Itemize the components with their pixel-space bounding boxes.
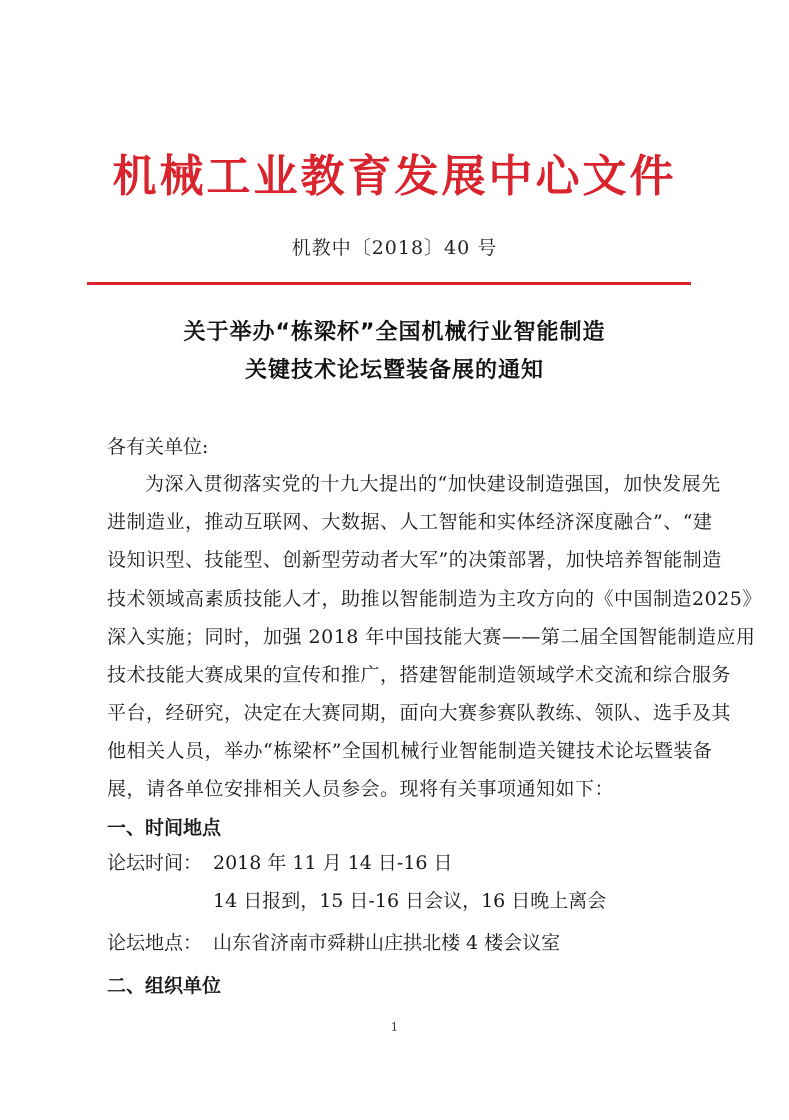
body-line: 设知识型、技能型、创新型劳动者大军”的决策部署，加快培养智能制造 — [107, 549, 722, 571]
document-number: 机教中〔2018〕40 号 — [291, 237, 498, 259]
org-header-title: 机械工业教育发展中心文件 — [112, 151, 677, 202]
red-divider-line — [87, 282, 691, 285]
body-line: 为深入贯彻落实党的十九大提出的“加快建设制造强国，加快发展先 — [145, 473, 721, 495]
forum-time-detail: 14 日报到，15 日-16 日会议，16 日晚上离会 — [213, 890, 607, 912]
body-line: 平台，经研究，决定在大赛同期，面向大赛参赛队教练、领队、选手及其 — [107, 702, 732, 724]
body-line: 进制造业，推动互联网、大数据、人工智能和实体经济深度融合”、“建 — [107, 511, 713, 533]
notice-title-line-1: 关于举办“栋梁杯”全国机械行业智能制造 — [183, 320, 606, 345]
body-line: 技术技能大赛成果的宣传和推广，搭建智能制造领域学术交流和综合服务 — [107, 664, 732, 686]
page-number: 1 — [390, 1020, 399, 1034]
section-heading-organizers: 二、组织单位 — [107, 975, 222, 997]
section-heading-time-place: 一、时间地点 — [107, 817, 222, 839]
body-line: 深入实施；同时，加强 2018 年中国技能大赛——第二届全国智能制造应用 — [107, 626, 756, 648]
forum-place-value: 山东省济南市舜耕山庄拱北楼 4 楼会议室 — [213, 932, 561, 954]
notice-title-line-2: 关键技术论坛暨装备展的通知 — [244, 358, 544, 383]
forum-time-value: 2018 年 11 月 14 日-16 日 — [213, 852, 453, 874]
forum-time-label: 论坛时间： — [107, 852, 203, 874]
body-line: 他相关人员，举办“栋梁杯”全国机械行业智能制造关键技术论坛暨装备 — [107, 740, 713, 762]
forum-place-label: 论坛地点： — [107, 932, 203, 954]
salutation: 各有关单位: — [107, 436, 209, 458]
body-line: 技术领域高素质技能人才，助推以智能制造为主攻方向的《中国制造2025》 — [107, 588, 762, 610]
body-line: 展，请各单位安排相关人员参会。现将有关事项通知如下： — [107, 778, 615, 800]
